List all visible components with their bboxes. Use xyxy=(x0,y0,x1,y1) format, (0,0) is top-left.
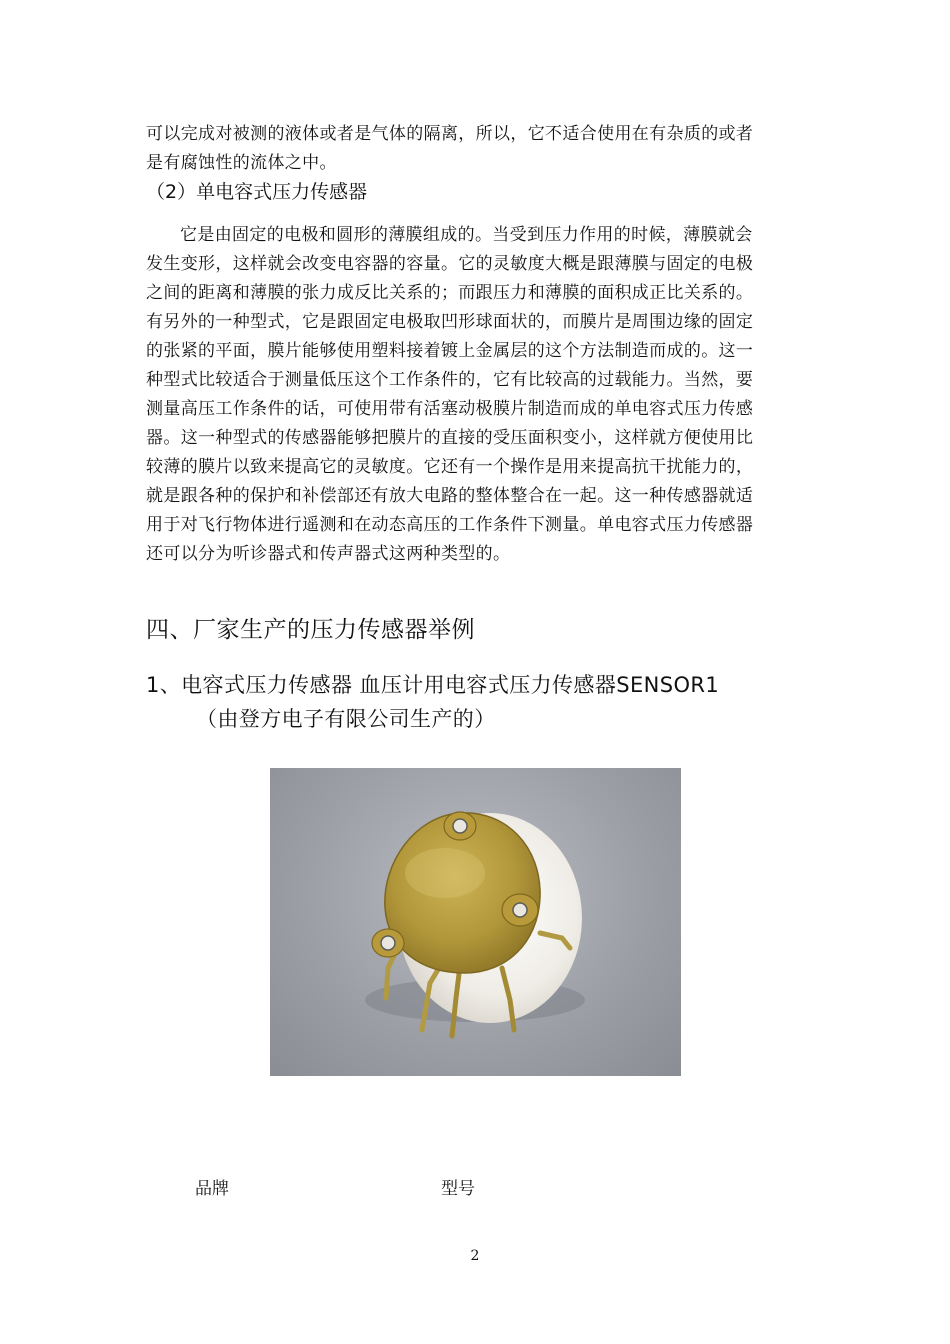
sensor-illustration xyxy=(270,768,681,1076)
item-subheading: （由登方电子有限公司生产的） xyxy=(196,707,496,731)
text-line: 还可以分为听诊器式和传声器式这两种类型的。 xyxy=(146,544,511,564)
screw-icon xyxy=(513,903,527,917)
brand-label: 品牌 xyxy=(195,1179,229,1199)
text-line: 测量高压工作条件的话，可使用带有活塞动极膜片制造而成的单电容式压力传感 xyxy=(146,399,754,419)
intro-paragraph xyxy=(146,120,810,178)
text-line: 用于对飞行物体进行遥测和在动态高压的工作条件下测量。单电容式压力传感器 xyxy=(146,515,754,535)
text-line: 可以完成对被测的液体或者是气体的隔离，所以，它不适合使用在有杂质的或者 xyxy=(146,124,754,144)
screw-icon xyxy=(453,819,467,833)
screw-icon xyxy=(381,936,395,950)
item-heading: 1、电容式压力传感器 血压计用电容式压力传感器SENSOR1 xyxy=(146,673,720,697)
plate-highlight xyxy=(405,848,485,898)
body-paragraph xyxy=(146,221,810,569)
text-line: 有另外的一种型式，它是跟固定电极取凹形球面状的，而膜片是周围边缘的固定 xyxy=(146,312,754,332)
text-line: 的张紧的平面，膜片能够使用塑料接着镀上金属层的这个方法制造而成的。这一 xyxy=(146,341,754,361)
text-line: 它是由固定的电极和圆形的薄膜组成的。当受到压力作用的时候，薄膜就会 xyxy=(180,225,753,245)
text-line: 之间的距离和薄膜的张力成反比关系的；而跟压力和薄膜的面积成正比关系的。 xyxy=(146,283,754,303)
pressure-sensor-photo xyxy=(270,768,681,1076)
model-label: 型号 xyxy=(441,1179,475,1199)
page-number: 2 xyxy=(470,1248,480,1264)
text-line: 器。这一种型式的传感器能够把膜片的直接的受压面积变小，这样就方便使用比 xyxy=(146,428,754,448)
text-line: 较薄的膜片以致来提高它的灵敏度。它还有一个操作是用来提高抗干扰能力的， xyxy=(146,457,754,477)
text-line: 种型式比较适合于测量低压这个工作条件的，它有比较高的过载能力。当然，要 xyxy=(146,370,754,390)
text-line: 就是跟各种的保护和补偿部还有放大电路的整体整合在一起。这一种传感器就适 xyxy=(146,486,754,506)
section-heading: （2）单电容式压力传感器 xyxy=(146,181,368,203)
text-line: 发生变形，这样就会改变电容器的容量。它的灵敏度大概是跟薄膜与固定的电极 xyxy=(146,254,754,274)
chapter-heading: 四、厂家生产的压力传感器举例 xyxy=(146,617,475,643)
text-line: 是有腐蚀性的流体之中。 xyxy=(146,153,337,173)
